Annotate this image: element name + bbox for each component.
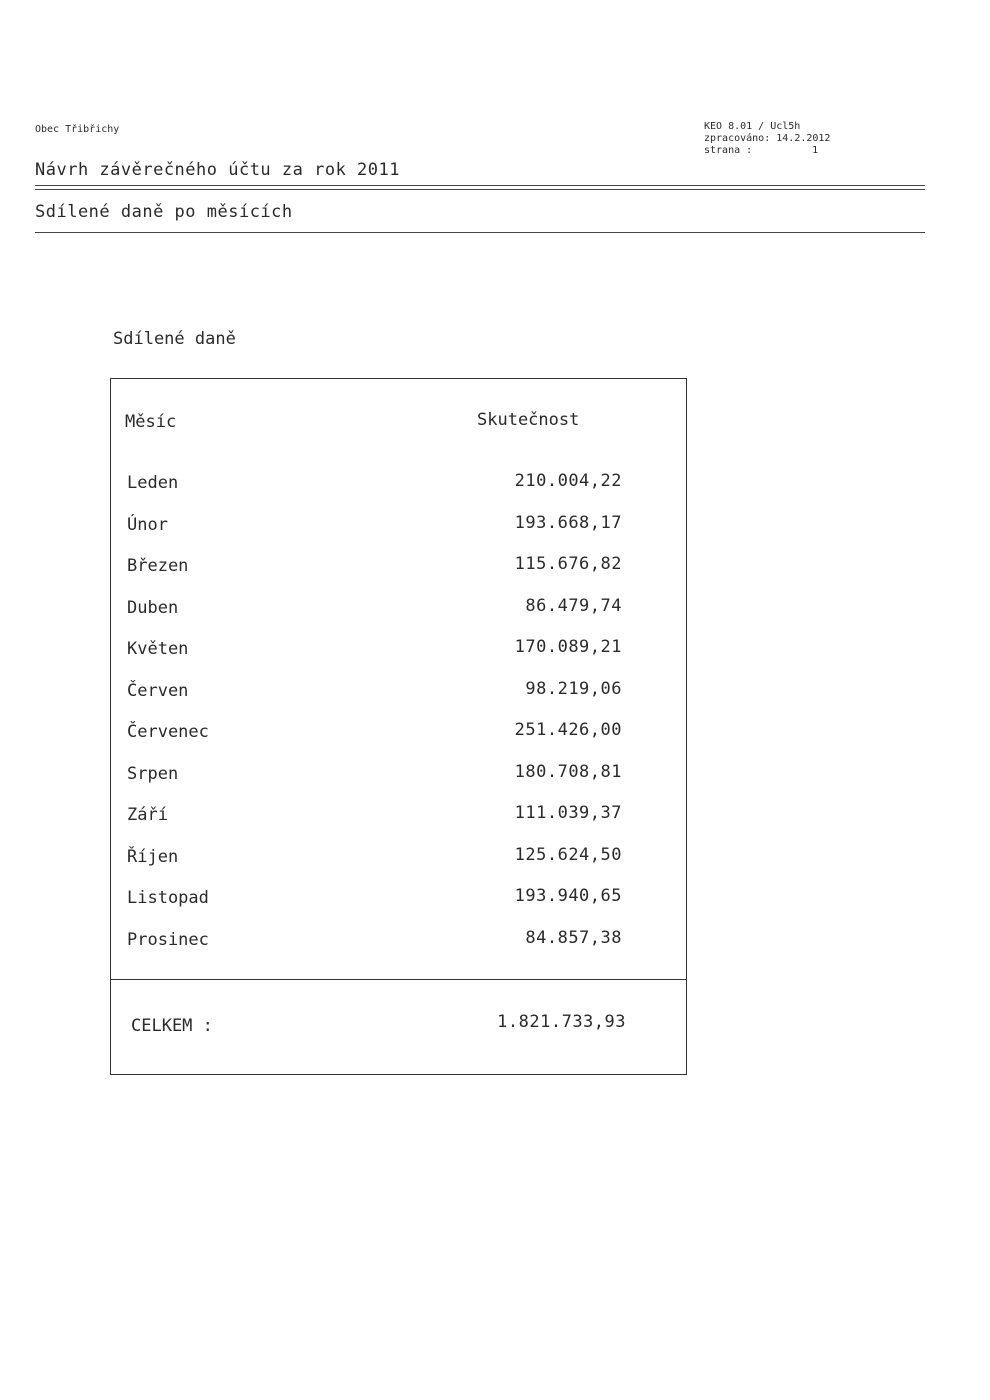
row-month: Srpen [127, 763, 179, 784]
row-month: Duben [127, 597, 179, 618]
tax-table [110, 378, 687, 1075]
table-body [111, 473, 686, 971]
total-value: 1.821.733,93 [497, 1012, 626, 1032]
row-actual: 125.624,50 [514, 844, 622, 865]
total-separator [111, 979, 686, 980]
row-actual: 193.940,65 [514, 886, 622, 906]
table-row [111, 556, 686, 598]
processed-row [704, 133, 830, 145]
column-header-month: Měsíc [125, 412, 177, 432]
table-row [111, 595, 686, 640]
total-label: CELKEM : [131, 1016, 213, 1036]
row-actual: 193.668,17 [514, 512, 622, 533]
row-actual: 115.676,82 [514, 554, 622, 574]
row-month: Květen [127, 639, 189, 659]
row-actual: 170.089,21 [514, 637, 622, 657]
row-month: Listopad [127, 888, 209, 908]
table-row [111, 927, 686, 972]
row-month: Červenec [127, 722, 209, 742]
table-row [111, 678, 686, 723]
section-rule [35, 232, 925, 233]
organization-name: Obec Třibřichy [35, 124, 120, 135]
report-code: KEO 8.01 / Ucl5h [704, 121, 801, 132]
header-rule-top [35, 185, 925, 186]
table-row [111, 639, 686, 681]
row-month: Říjen [127, 846, 179, 867]
table-caption: Sdílené daně [113, 329, 236, 349]
report-meta [704, 121, 830, 157]
row-actual: 180.708,81 [514, 761, 622, 782]
row-month: Červen [127, 680, 189, 701]
page-number: 1 [812, 145, 819, 156]
table-row [111, 805, 686, 847]
document-title: Návrh závěrečného účtu za rok 2011 [35, 160, 400, 180]
row-actual: 84.857,38 [525, 927, 622, 948]
table-row [111, 512, 686, 557]
row-month: Prosinec [127, 929, 209, 950]
row-month: Září [127, 805, 168, 825]
table-row [111, 473, 686, 515]
header-rule-bottom [35, 189, 925, 190]
table-row [111, 722, 686, 764]
page-row [704, 145, 830, 157]
row-month: Březen [127, 556, 189, 576]
row-actual: 86.479,74 [525, 595, 622, 616]
row-month: Únor [127, 514, 168, 535]
section-title: Sdílené daně po měsících [35, 202, 293, 222]
row-actual: 98.219,06 [525, 678, 622, 699]
processed-label: zpracováno: [704, 133, 771, 144]
table-row [111, 888, 686, 930]
table-row [111, 761, 686, 806]
row-actual: 210.004,22 [514, 471, 622, 491]
column-header-actual: Skutečnost [477, 410, 580, 430]
row-actual: 251.426,00 [514, 720, 622, 740]
table-row [111, 844, 686, 889]
processed-date: 14.2.2012 [776, 133, 831, 144]
page-label: strana : [704, 145, 753, 156]
row-actual: 111.039,37 [514, 803, 622, 823]
row-month: Leden [127, 473, 179, 493]
